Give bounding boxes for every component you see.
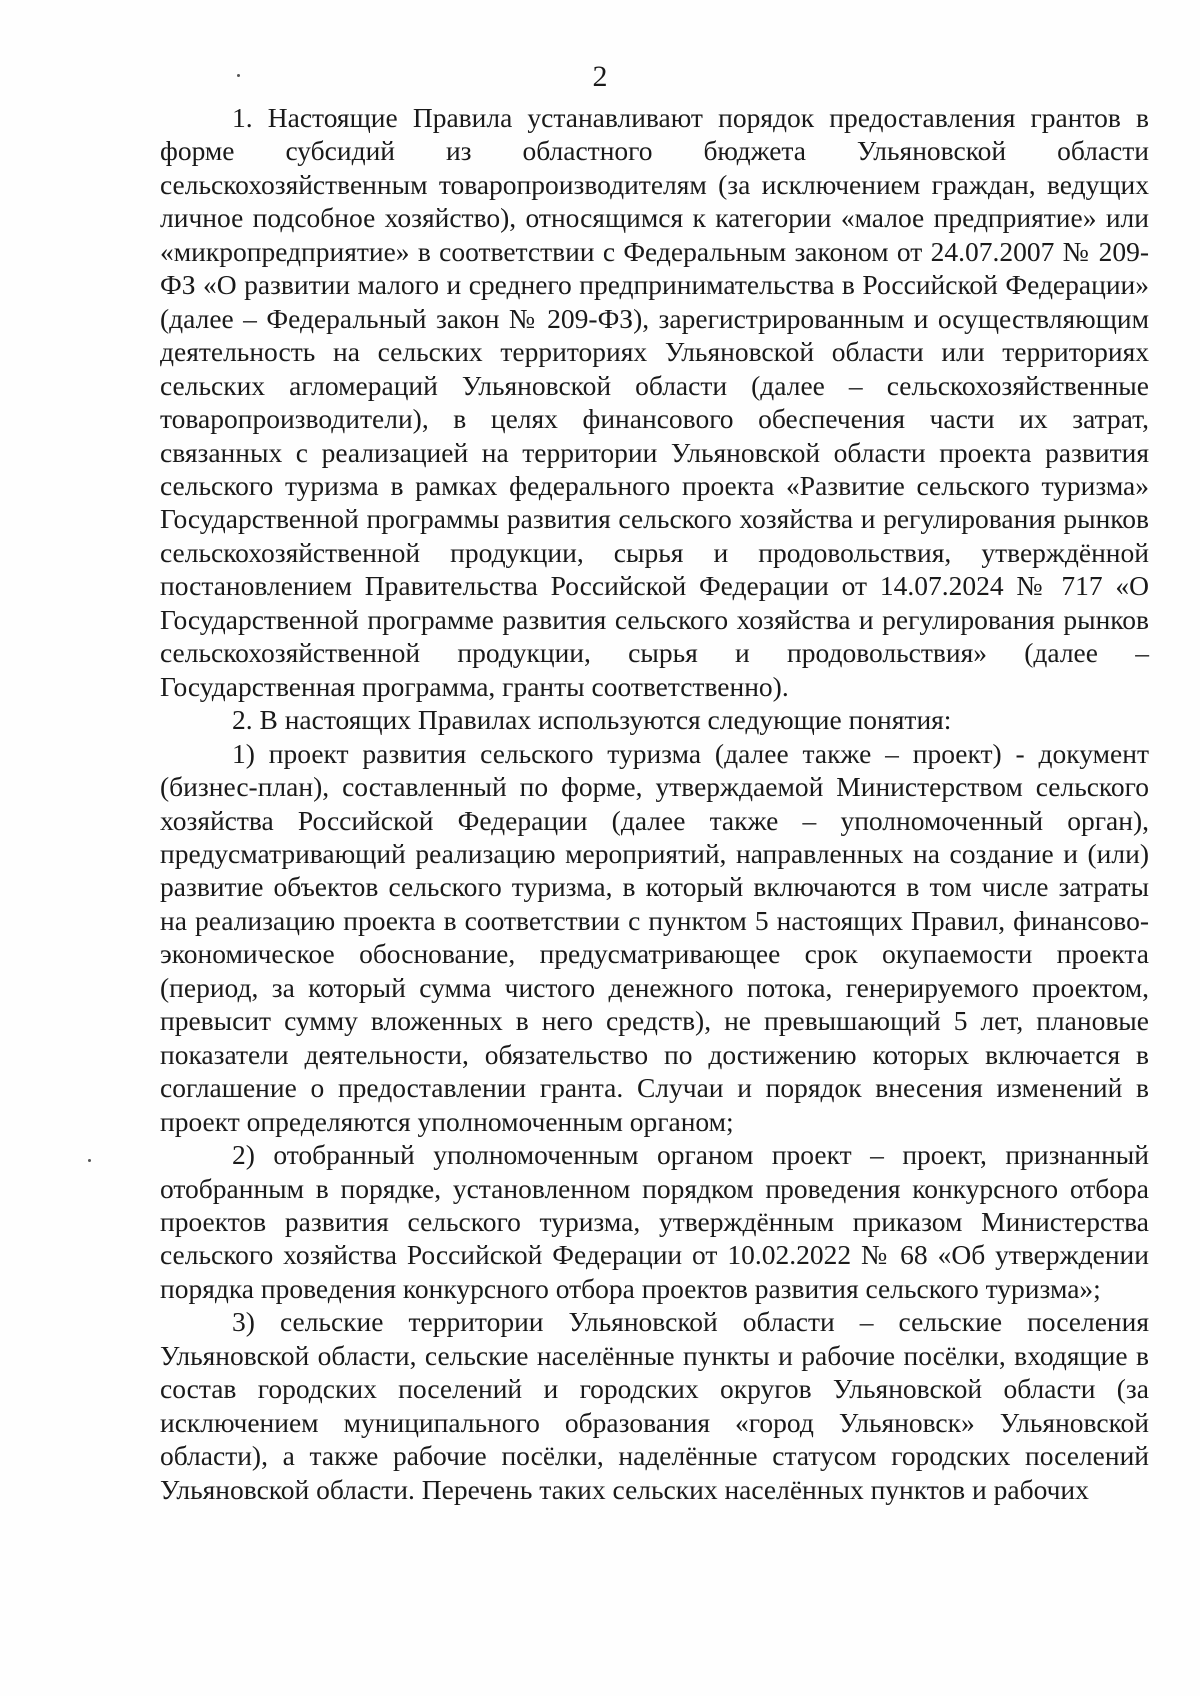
paragraph-definition-selected-project: 2) отобранный уполномоченным органом проект – проект, признанный отобранным в порядке, установленном порядком проведения конкурсного отбора проектов развития сельского туризма, утверждённым приказом Министерства сельского хозяйства Российской Федерации от 10.02.2022 № 68 «Об утверждении порядка проведения конкурсного отбора проектов развития сельского туризма»; [160, 1139, 1149, 1304]
paragraph-definition-rural-territories: 3) сельские территории Ульяновской области – сельские поселения Ульяновской области, сельские населённые пункты и рабочие посёлки, входящие в состав городских поселений и городских округов Ульяновской области (за исключением муниципального образования «город Ульяновск» Ульяновской области), а также рабочие посёлки, наделённые статусом городских поселений Ульяновской области. Перечень таких сельских населённых пунктов и рабочих [160, 1306, 1149, 1505]
paragraph-definition-project: 1) проект развития сельского туризма (далее также – проект) - документ (бизнес-план), составленный по форме, утверждаемой Министерством сельского хозяйства Российской Федерации (далее также – уполномоченный орган), предусматривающий реализацию мероприятий, направленных на создание и (или) развитие объектов сельского туризма, в который включаются в том числе затраты на реализацию проекта в соответствии с пунктом 5 настоящих Правил, финансово-экономическое обоснование, предусматривающее срок окупаемости проекта (период, за который сумма чистого денежного потока, генерируемого проектом, превысит сумму вложенных в него средств), не превышающий 5 лет, плановые показатели деятельности, обязательство по достижению которых включается в соглашение о предоставлении гранта. Случаи и порядок внесения изменений в проект определяются уполномоченным органом; [160, 737, 1149, 1137]
paragraph-definitions-intro: 2. В настоящих Правилах используются следующие понятия: [232, 704, 952, 736]
scan-speck [237, 74, 240, 77]
page-number: 2 [592, 60, 608, 93]
scan-speck [88, 1159, 91, 1162]
document-body [160, 101, 1149, 1506]
paragraph-grants-purpose: 1. Настоящие Правила устанавливают порядок предоставления грантов в форме субсидий из областного бюджета Ульяновской области сельскохозяйственным товаропроизводителям (за исключением граждан, ведущих личное подсобное хозяйство), относящимся к категории «малое предприятие» или «микропредприятие» в соответствии с Федеральным законом от 24.07.2007 № 209-ФЗ «О развитии малого и среднего предпринимательства в Российской Федерации» (далее – Федеральный закон № 209-ФЗ), зарегистрированным и осуществляющим деятельность на сельских территориях Ульяновской области или территориях сельских агломераций Ульяновской области (далее – сельскохозяйственные товаропроизводители), в целях финансового обеспечения части их затрат, связанных с реализацией на территории Ульяновской области проекта развития сельского туризма в рамках федерального проекта «Развитие сельского туризма» Государственной программы развития сельского хозяйства и регулирования рынков сельскохозяйственной продукции, сырья и продовольствия, утверждённой постановлением Правительства Российской Федерации от 14.07.2024 № 717 «О Государственной программе развития сельского хозяйства и регулирования рынков сельскохозяйственной продукции, сырья и продовольствия» (далее – Государственная программа, гранты соответственно). [160, 102, 1149, 702]
